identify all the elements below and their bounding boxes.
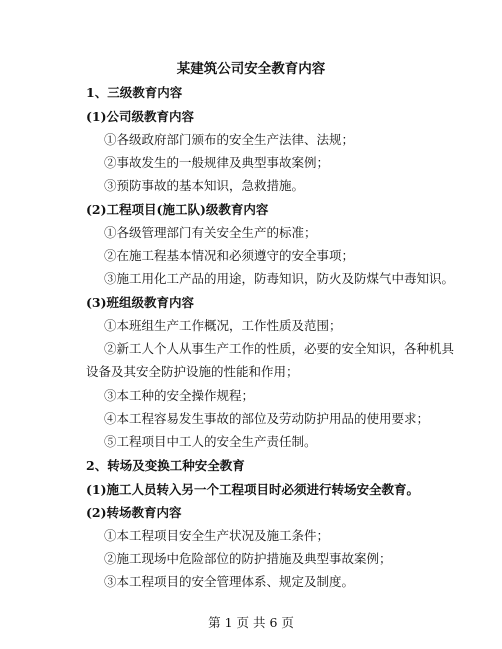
list-item: ⑤工程项目中工人的安全生产责任制。 bbox=[104, 434, 317, 449]
list-item: ①本工程项目安全生产状况及施工条件； bbox=[104, 528, 330, 543]
subsection-heading: (1)公司级教育内容 bbox=[86, 109, 195, 124]
list-item: ①各级管理部门有关安全生产的标准； bbox=[104, 225, 317, 240]
section-heading-1: 1、三级教育内容 bbox=[86, 85, 183, 100]
subsection-heading: (2)转场教育内容 bbox=[86, 505, 182, 520]
list-item: ③预防事故的基本知识，急救措施。 bbox=[104, 178, 305, 193]
list-item: ②在施工程基本情况和必须遵守的安全事项； bbox=[104, 248, 355, 263]
list-item: ①各级政府部门颁布的安全生产法律、法规； bbox=[104, 132, 355, 147]
list-item: ②事故发生的一般规律及典型事故案例； bbox=[104, 155, 330, 170]
list-item: ④本工程容易发生事故的部位及劳动防护用品的使用要求； bbox=[104, 411, 430, 426]
document-title: 某建筑公司安全教育内容 bbox=[176, 61, 326, 77]
list-item: ③本工程项目的安全管理体系、规定及制度。 bbox=[104, 574, 355, 589]
list-item-continuation: 设备及其安全防护设施的性能和作用； bbox=[86, 364, 299, 379]
section-heading-2: 2、转场及变换工种安全教育 bbox=[86, 458, 245, 473]
list-item: ③施工用化工产品的用途，防毒知识，防火及防煤气中毒知识。 bbox=[104, 271, 455, 286]
list-item: ①本班组生产工作概况，工作性质及范围； bbox=[104, 318, 342, 333]
page-footer: 第 1 页 共 6 页 bbox=[208, 615, 294, 630]
subsection-heading: (3)班组级教育内容 bbox=[86, 295, 195, 310]
list-item: ②新工人个人从事生产工作的性质，必要的安全知识，各种机具 bbox=[104, 341, 455, 356]
subsection-heading: (1)施工人员转入另一个工程项目时必须进行转场安全教育。 bbox=[86, 482, 420, 497]
subsection-heading: (2)工程项目(施工队)级教育内容 bbox=[86, 202, 269, 217]
list-item: ③本工种的安全操作规程； bbox=[104, 388, 255, 403]
list-item: ②施工现场中危险部位的防护措施及典型事故案例； bbox=[104, 551, 392, 566]
